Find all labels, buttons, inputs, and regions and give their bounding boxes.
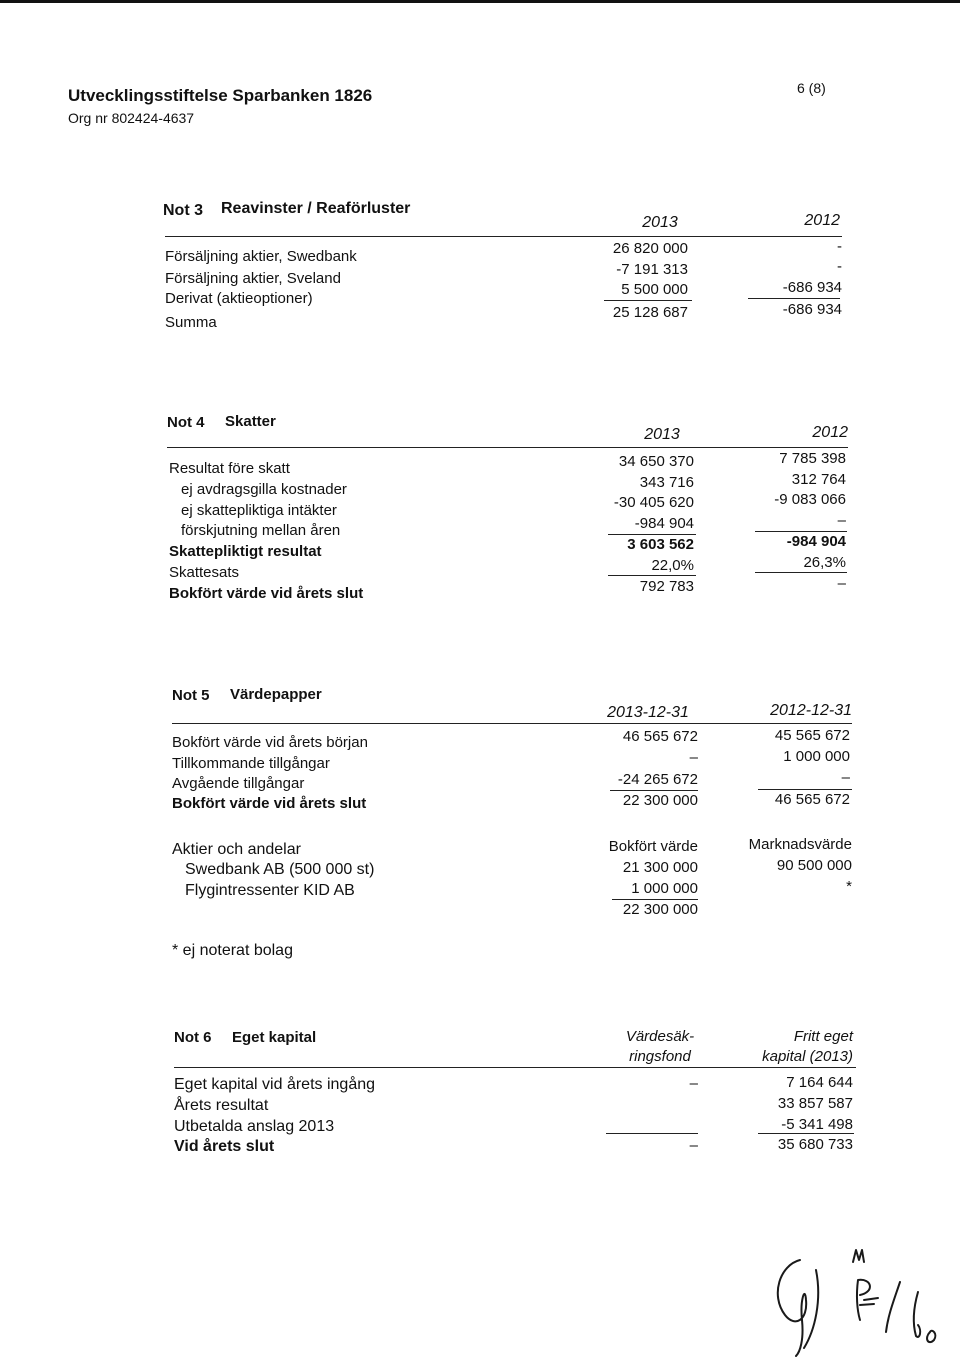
- not6-row-fund: –: [689, 1137, 698, 1154]
- not3-row-label: Summa: [165, 314, 217, 331]
- not5-row-2012: –: [841, 769, 850, 786]
- not4-row-label: Skattesats: [169, 564, 240, 581]
- not4-row-2012: -9 083 066: [774, 491, 846, 508]
- not6-sum-rule-fund: [606, 1133, 698, 1134]
- page-number: 6 (8): [797, 80, 826, 96]
- not6-row-label: Årets resultat: [174, 1097, 269, 1114]
- not4-total-rule-2012: [755, 572, 847, 573]
- not4-row-2012: 7 785 398: [779, 450, 846, 467]
- not6-sum-rule-equity: [758, 1133, 854, 1134]
- not4-row-2012: 312 764: [791, 471, 846, 488]
- not3-row-label: Derivat (aktieoptioner): [165, 290, 313, 307]
- not3-row-label: Försäljning aktier, Sveland: [165, 270, 341, 287]
- not4-row-label: Resultat före skatt: [169, 460, 290, 477]
- org-name: Utvecklingsstiftelse Sparbanken 1826: [68, 86, 373, 105]
- not6-row-label: Utbetalda anslag 2013: [174, 1118, 335, 1135]
- not5-row-label: Bokfört värde vid årets början: [172, 734, 368, 751]
- not4-row-2013: 3 603 562: [627, 536, 694, 553]
- not4-title: Skatter: [225, 413, 276, 430]
- holdings-row-book: 21 300 000: [622, 859, 698, 876]
- not4-header-rule: [167, 447, 848, 448]
- holdings-row-label: Flygintressenter KID AB: [185, 882, 355, 899]
- not5-row-2013: 46 565 672: [622, 728, 698, 745]
- not6-row-equity: 35 680 733: [777, 1136, 853, 1153]
- not3-row-2013: 25 128 687: [612, 304, 688, 321]
- signature-initials: [760, 1240, 960, 1357]
- not4-row-2012: 26,3%: [803, 554, 846, 571]
- holdings-col-book-value: Bokfört värde: [608, 838, 698, 855]
- not5-sum-rule-2013: [610, 790, 698, 791]
- not3-title: Reavinster / Reaförluster: [221, 200, 411, 217]
- not4-sub-rule-2013: [608, 534, 696, 535]
- not6-row-equity: 33 857 587: [777, 1095, 853, 1112]
- not3-sum-rule-2013: [604, 300, 692, 301]
- not5-sum-rule-2012: [758, 789, 852, 790]
- not5-title: Värdepapper: [230, 686, 322, 703]
- not3-row-2012: -: [837, 258, 842, 275]
- not4-row-2012: -984 904: [786, 533, 846, 550]
- not5-row-2012: 46 565 672: [774, 791, 850, 808]
- not5-col-2013: 2013-12-31: [607, 704, 689, 721]
- not3-row-label: Försäljning aktier, Swedbank: [165, 248, 357, 265]
- not3-sum-rule-2012: [748, 298, 840, 299]
- not4-row-2012: –: [837, 512, 846, 529]
- not4-row-label: förskjutning mellan åren: [181, 522, 341, 539]
- not5-row-label: Tillkommande tillgångar: [172, 755, 330, 772]
- not3-row-2013: -7 191 313: [616, 261, 688, 278]
- not5-number: Not 5: [172, 687, 210, 704]
- not4-row-2013: 343 716: [639, 474, 694, 491]
- not6-col2-line2: kapital (2013): [762, 1048, 853, 1065]
- holdings-total-rule: [612, 899, 698, 900]
- holdings-title: Aktier och andelar: [172, 841, 301, 858]
- not3-row-2013: 26 820 000: [612, 240, 688, 257]
- not3-row-2012: -686 934: [782, 301, 842, 318]
- not6-row-equity: 7 164 644: [786, 1074, 853, 1091]
- not5-col-2012: 2012-12-31: [770, 702, 852, 719]
- not4-row-label: Skattepliktigt resultat: [169, 543, 322, 560]
- not5-row-2012: 45 565 672: [774, 727, 850, 744]
- footnote: * ej noterat bolag: [172, 942, 293, 959]
- not4-row-2013: 792 783: [639, 578, 694, 595]
- not4-col-2012: 2012: [812, 424, 848, 441]
- not5-row-2013: -24 265 672: [617, 771, 698, 788]
- not4-number: Not 4: [167, 414, 205, 431]
- not6-col1-line2: ringsfond: [629, 1048, 691, 1065]
- not5-row-label: Bokfört värde vid årets slut: [172, 795, 367, 812]
- holdings-row-market: *: [846, 878, 852, 895]
- not3-number: Not 3: [163, 202, 203, 219]
- not4-row-2013: 34 650 370: [618, 453, 694, 470]
- not5-header-rule: [172, 723, 852, 724]
- not6-row-equity: -5 341 498: [781, 1116, 853, 1133]
- not4-row-label: ej avdragsgilla kostnader: [181, 481, 347, 498]
- not5-row-2013: 22 300 000: [622, 792, 698, 809]
- not4-sub-rule-2012: [755, 531, 847, 532]
- not6-col1-line1: Värdesäk-: [625, 1028, 695, 1045]
- not6-title: Eget kapital: [232, 1029, 317, 1046]
- org-number: Org nr 802424-4637: [68, 110, 195, 126]
- holdings-total: 22 300 000: [622, 901, 698, 918]
- not4-row-label: ej skattepliktiga intäkter: [181, 502, 337, 519]
- not3-row-2012: -686 934: [782, 279, 842, 296]
- not3-col-2013: 2013: [642, 214, 678, 231]
- not3-row-2012: -: [837, 238, 842, 255]
- not6-header-rule: [174, 1067, 856, 1068]
- not4-row-2013: -984 904: [634, 515, 694, 532]
- not5-row-label: Avgående tillgångar: [172, 775, 305, 792]
- not4-row-2013: -30 405 620: [613, 494, 694, 511]
- not3-col-2012: 2012: [804, 212, 840, 229]
- not6-row-label: Vid årets slut: [174, 1138, 275, 1155]
- not5-row-2012: 1 000 000: [783, 748, 850, 765]
- not5-row-2013: –: [689, 749, 698, 766]
- holdings-col-market-value: Marknadsvärde: [748, 836, 852, 853]
- not4-row-2012: –: [837, 575, 846, 592]
- holdings-row-market: 90 500 000: [776, 857, 852, 874]
- not6-number: Not 6: [174, 1029, 212, 1046]
- top-border: [0, 0, 960, 3]
- holdings-row-book: 1 000 000: [631, 880, 698, 897]
- not4-col-2013: 2013: [644, 426, 680, 443]
- not6-row-fund: –: [689, 1075, 698, 1092]
- not3-header-rule: [165, 236, 842, 237]
- not3-row-2013: 5 500 000: [621, 281, 688, 298]
- not6-row-label: Eget kapital vid årets ingång: [174, 1076, 376, 1093]
- not4-row-label: Bokfört värde vid årets slut: [169, 585, 364, 602]
- not6-col2-line1: Fritt eget: [793, 1028, 853, 1045]
- not4-row-2013: 22,0%: [651, 557, 694, 574]
- not4-total-rule-2013: [608, 575, 696, 576]
- holdings-row-label: Swedbank AB (500 000 st): [185, 861, 375, 878]
